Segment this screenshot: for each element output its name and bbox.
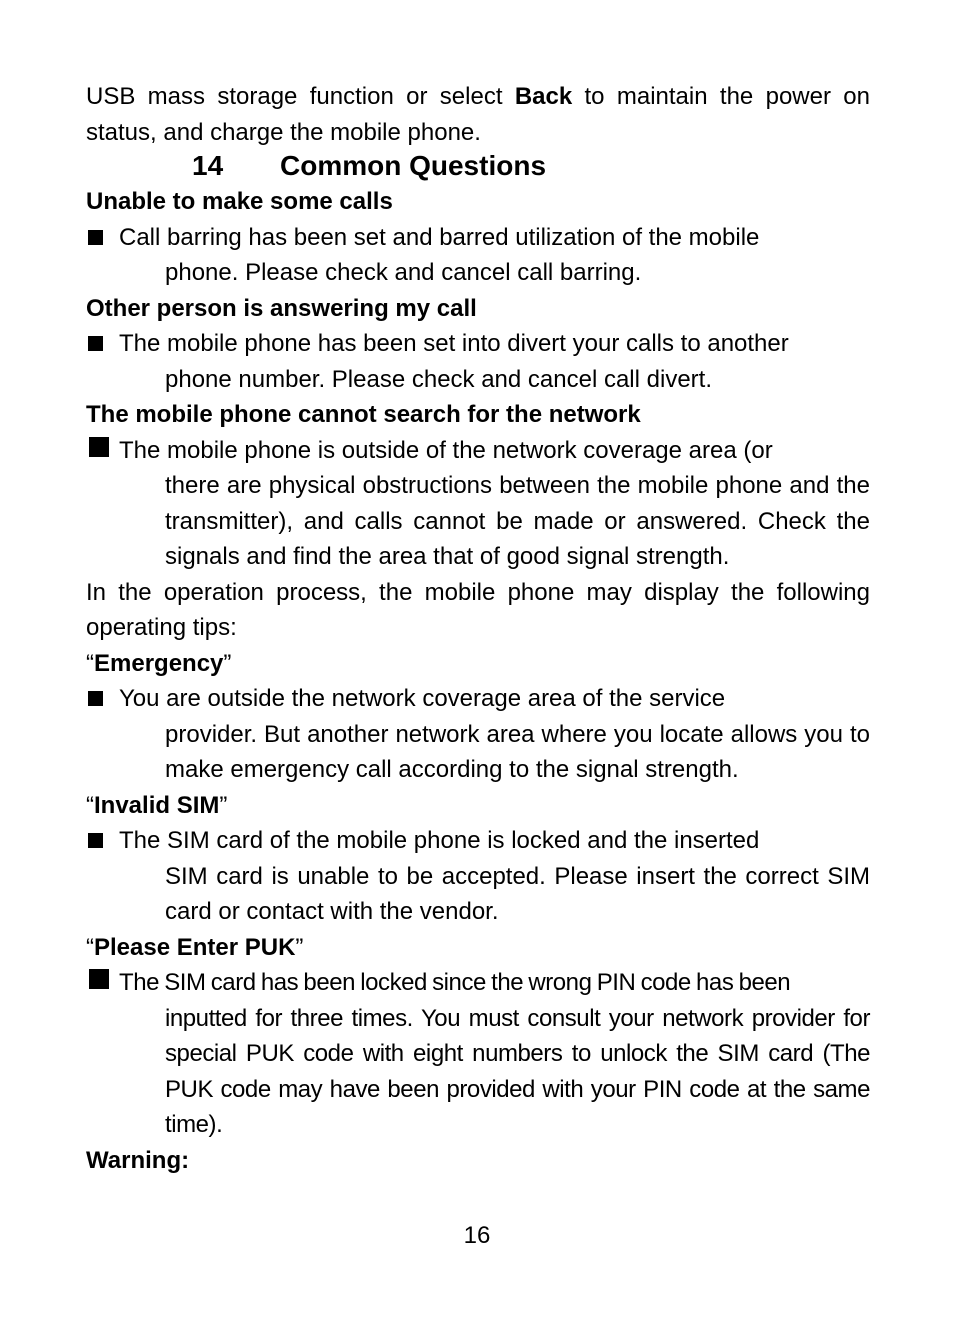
document-page	[86, 79, 870, 1178]
tip-term: Emergency	[94, 649, 224, 677]
tip-term: Please Enter PUK	[94, 933, 296, 961]
bullet-text: The mobile phone is outside of the network coverage area (or	[119, 436, 773, 464]
intro-paragraph	[86, 79, 870, 150]
bullet-first-line	[119, 823, 870, 859]
square-bullet-icon	[89, 969, 109, 989]
bullet-first-line	[119, 326, 870, 362]
bullet-continuation: phone number. Please check and cancel call divert.	[165, 365, 712, 393]
bullet-text: The SIM card of the mobile phone is locked and the inserted	[119, 827, 760, 854]
tip-heading	[86, 930, 870, 966]
warning-label: Warning:	[86, 1146, 190, 1174]
section-heading: The mobile phone cannot search for the network	[86, 401, 641, 428]
bullet-item	[86, 220, 870, 291]
bullet-item	[86, 433, 870, 575]
chapter-number: 14	[192, 150, 224, 181]
bullet-item	[86, 681, 870, 788]
chapter-title: Common Questions	[280, 150, 547, 181]
tip-term: Invalid SIM	[94, 791, 220, 819]
open-quote: “	[86, 791, 94, 819]
square-bullet-icon	[88, 833, 103, 848]
bullet-text: The SIM card has been locked since the wrong PIN code has been	[119, 969, 791, 996]
bullet-text: You are outside the network coverage area of the service	[119, 685, 726, 712]
bullet-item	[86, 823, 870, 930]
square-bullet-icon	[89, 437, 109, 457]
bullet-first-line	[119, 220, 870, 256]
bullet-continuation: phone. Please check and cancel call barring.	[165, 259, 642, 286]
section-heading: Unable to make some calls	[86, 188, 393, 215]
chapter-heading	[86, 148, 870, 184]
bullet-first-line	[119, 433, 870, 469]
bullet-item	[86, 326, 870, 397]
close-quote: ”	[219, 791, 228, 819]
bullet-continuation: SIM card is unable to be accepted. Please insert the correct SIM card or contact with the vendor.	[165, 862, 870, 925]
bullet-text: Call barring has been set and barred utilization of the mobile	[119, 223, 760, 251]
bullet-first-line	[119, 965, 870, 1001]
intro-text-end: to maintain the power on status, and charge the mobile phone.	[86, 83, 870, 146]
back-keyword: Back	[514, 83, 573, 110]
bullet-first-line	[119, 681, 870, 717]
open-quote: “	[86, 933, 94, 961]
tip-heading	[86, 646, 870, 682]
bullet-continuation: provider. But another network area where you locate allows you to make emergency call according to the signal strength.	[165, 720, 870, 783]
square-bullet-icon	[88, 336, 103, 351]
bullet-continuation: there are physical obstructions between the mobile phone and the transmitter), and calls cannot be made or answered. Check the signals and find the area that of good signal strength.	[165, 472, 870, 570]
close-quote: ”	[295, 933, 304, 961]
bullet-item	[86, 965, 870, 1143]
close-quote: ”	[223, 649, 232, 677]
bullet-continuation: inputted for three times. You must consult your network provider for special PUK code with eight numbers to unlock the SIM card (The PUK code may have been provided with your PIN code at the same time).	[165, 1004, 870, 1138]
bullet-text: The mobile phone has been set into divert your calls to another	[119, 330, 789, 357]
operation-tips-intro: In the operation process, the mobile phone may display the following operating tips:	[86, 578, 870, 641]
intro-text: USB mass storage function or select	[86, 83, 515, 110]
square-bullet-icon	[88, 230, 103, 245]
section-heading: Other person is answering my call	[86, 294, 477, 322]
tip-heading	[86, 788, 870, 824]
open-quote: “	[86, 649, 94, 677]
page-number: 16	[463, 1222, 491, 1249]
square-bullet-icon	[88, 691, 103, 706]
